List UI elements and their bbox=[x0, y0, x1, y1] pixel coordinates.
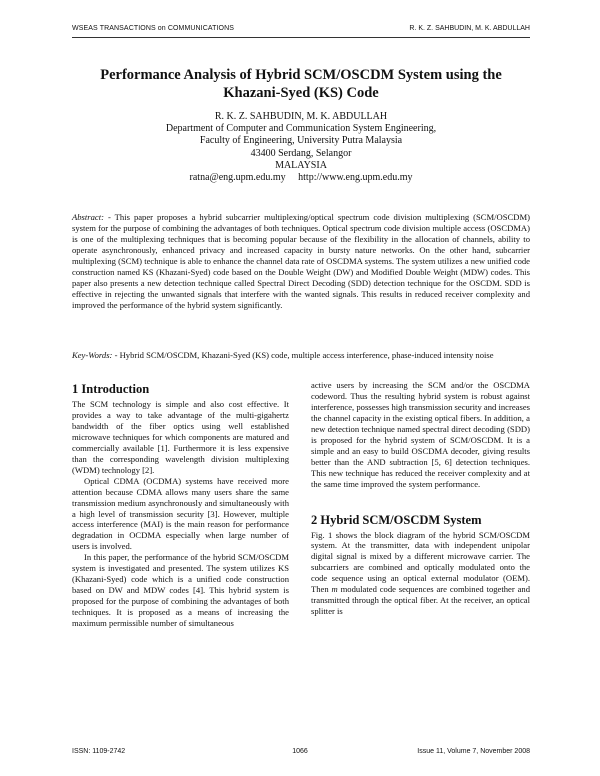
column-right bbox=[311, 380, 530, 617]
intro-paragraph-3: In this paper, the performance of the hybrid SCM/OSCDM system is investigated and presented. The system utilizes KS (Khazani-Syed) code which is a unified code construction based on DW and MDW codes [4]. This hybrid system is proposed for the purpose of combining the advantages of both techniques. It is proposed as a means of increasing the maximum permissible number of simultaneous bbox=[72, 552, 289, 629]
author-names: R. K. Z. SAHBUDIN, M. K. ABDULLAH bbox=[214, 111, 388, 122]
abstract bbox=[72, 212, 530, 311]
author-department: Department of Computer and Communication System Engineering, bbox=[165, 123, 437, 135]
section-spacer bbox=[311, 490, 530, 513]
keywords-label: Key-Words: bbox=[72, 350, 113, 360]
hybrid-paragraph-1-part-a: Fig. 1 shows the block diagram of the hybrid SCM/OSCDM system. At the transmitter, data with independent unipolar digital signal is mixed by a different microwave carrier. The subcarriers are combined and optically modulated onto the code sequence using an optical external modulator (OEM). Then bbox=[311, 529, 530, 595]
header-rule bbox=[72, 37, 530, 38]
intro-paragraph-3-continued: active users by increasing the SCM and/or the OSCDMA codeword. Thus the resulting hybrid system is robust against interference, possesses high transmission security and increases the channel capacity in the existing optical fibers. In addition, a new detection technique named spectral direct decoding (SDD) is proposed for the hybrid system of SCM/OSCDM. It is a simple and an easy to build OSCDMA decoder, giving results better than the AND subtraction [5, 6] detection techniques. This new technique has reduced the receiver complexity and at the same time improved the system performance. bbox=[311, 380, 530, 489]
keywords-text: - Hybrid SCM/OSCDM, Khazani-Syed (KS) code, multiple access interference, phase-induced intensity noise bbox=[112, 350, 494, 360]
section-heading-introduction: 1 Introduction bbox=[72, 382, 150, 396]
footer-issn: ISSN: 1109-2742 bbox=[72, 748, 126, 755]
author-city: 43400 Serdang, Selangor bbox=[250, 147, 352, 159]
footer-issue: Issue 11, Volume 7, November 2008 bbox=[417, 748, 530, 755]
author-contact: ratna@eng.upm.edu.my http://www.eng.upm.edu.my bbox=[189, 172, 413, 184]
author-block bbox=[72, 111, 530, 184]
hybrid-paragraph-1-part-b: modulated code sequences are combined together and transmitted through the optical fiber. At the receiver, an optical splitter is bbox=[311, 584, 530, 617]
hybrid-paragraph-1-variable: m bbox=[331, 584, 338, 595]
running-header-journal: WSEAS TRANSACTIONS on COMMUNICATIONS bbox=[72, 25, 235, 32]
author-country: MALAYSIA bbox=[275, 159, 327, 171]
author-faculty: Faculty of Engineering, University Putra Malaysia bbox=[199, 135, 403, 147]
paper-title: Performance Analysis of Hybrid SCM/OSCDM System using the Khazani-Syed (KS) Code bbox=[100, 67, 502, 101]
intro-paragraph-2: Optical CDMA (OCDMA) systems have received more attention because CDMA allows many users share the same transmission medium asynchronously and simultaneously with a high level of transmission security [3]. However, multiple access interference (MAI) is the main reason for performance degradation in OCDMA especially when large number of users is involved. bbox=[72, 475, 289, 552]
intro-paragraph-1: The SCM technology is simple and also cost effective. It provides a way to take advantage of the multi-gigahertz bandwidth of the fiber optics using well established microwave techniques for which components are matured and commercially available [1]. Furthermore it is less expensive than the corresponding wavelength division multiplexing (WDM) technology [2]. bbox=[72, 399, 289, 475]
running-header-authors: R. K. Z. SAHBUDIN, M. K. ABDULLAH bbox=[409, 25, 530, 32]
footer-page-number: 1066 bbox=[292, 748, 308, 755]
abstract-label: Abstract: bbox=[72, 212, 104, 222]
keywords bbox=[72, 350, 530, 361]
column-left bbox=[72, 382, 289, 629]
section-heading-hybrid-system: 2 Hybrid SCM/OSCDM System bbox=[311, 512, 482, 527]
hybrid-paragraph-1 bbox=[311, 530, 530, 618]
abstract-text: - This paper proposes a hybrid subcarrier multiplexing/optical spectrum code division multiplexing (SCM/OSCDM) system for the purpose of combining the advantages of both techniques. Optical spectrum code division multiple access (OSCDMA) is one of the multiplexing techniques that is becoming popular because of the flexibility in the allocation of channels, ability to operate asynchronously, enhanced privacy and increased capacity in bursty nature networks. On the other hand, subcarrier multiplexing (SCM) technique is able to enhance the channel data rate of OSCDMA systems. The system utilizes a new unified code construction named KS (Khazani-Syed) code based on the Double Weight (DW) and Modified Double Weight (MDW) codes. This paper also presents a new detection technique called Spectral Direct Decoding (SDD) detection technique for the OSCDM. SDD is effective in rejecting the unwanted signals that interfere with the wanted signals. This results in reduced receiver complexity and improved the performance of the hybrid system significantly. bbox=[72, 212, 530, 310]
